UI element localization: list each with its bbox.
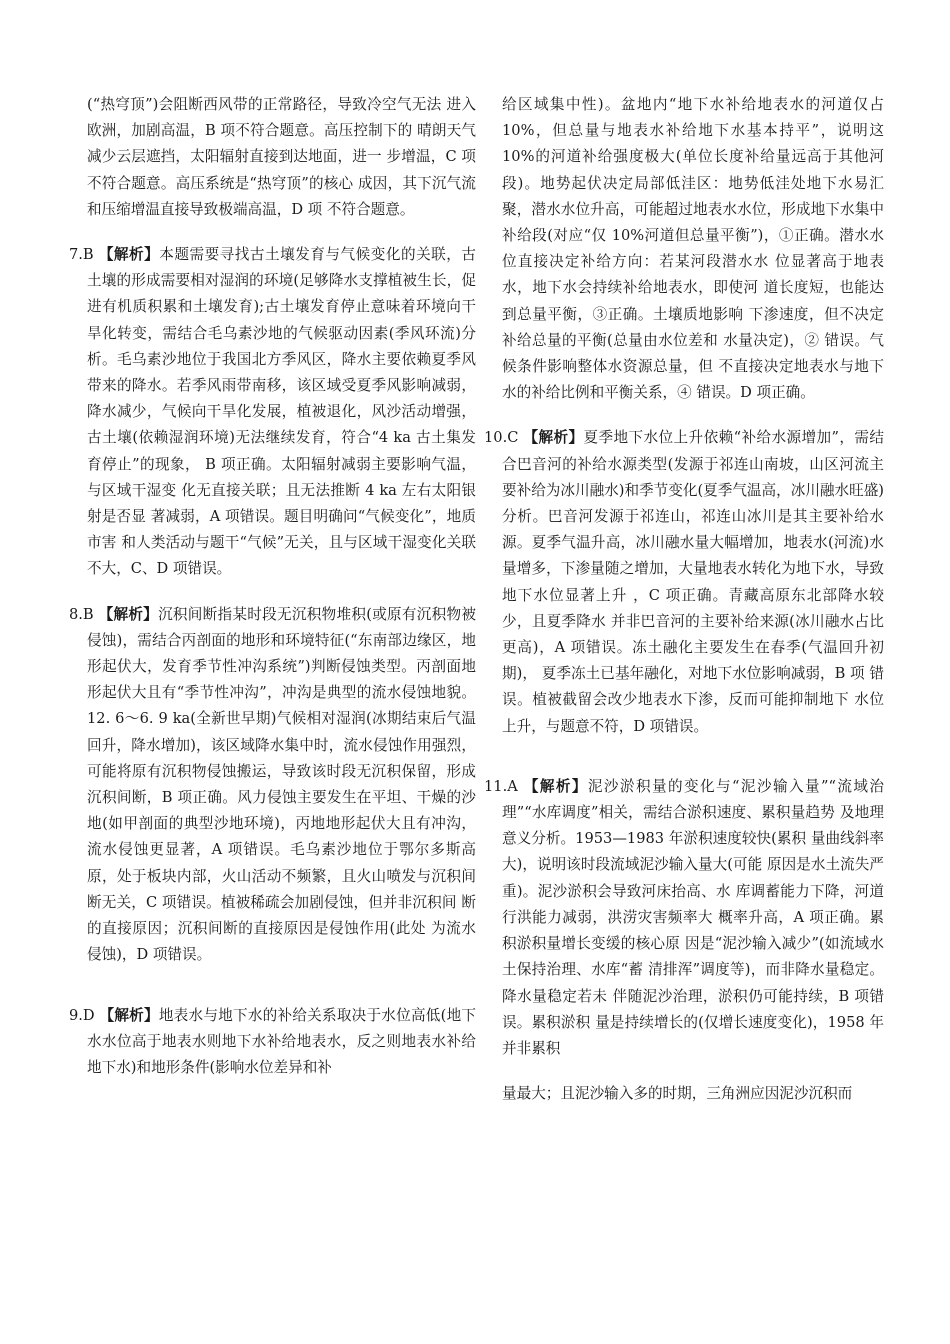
analysis-tag: 【解析】 bbox=[98, 246, 160, 264]
right-tail-paragraph: 量最大；且泥沙输入多的时期，三角洲应因泥沙沉积而 bbox=[502, 1085, 853, 1103]
answer-text: 地表水与地下水的补给关系取决于水位高低(地下水水位高于地表水则地下水补给地表水，反之则地表水补给地下水)和地形条件(影响水位差异和补 bbox=[87, 1006, 476, 1076]
right-column bbox=[484, 92, 884, 1126]
right-continuation-paragraph: 给区域集中性)。盆地内“地下水补给地表水的河道仅占 10%，但总量与地表水补给地下水基本持平”，说明这 10%的河道补给强度极大(单位长度补给量远高于其他河段)。地势起伏决定局部低洼区：地势低洼处地下水易汇聚，潜水水位升高，可能超过地表水水位，形成地下水集中补给段(对应“仅 10%河道但总量平衡”)，①正确。潜水水位直接决定补给方向：若某河段潜水水 位显著高于地表水，地下水会持续补给地表水，即使河 道长度短，也能达到总量平衡，③正确。土壤质地影响 下渗速度，但不决定补给总量的平衡(总量由水位差和 水量决定)，② 错误。气候条件影响整体水资源总量，但 不直接决定地表水与地下水的补给比例和平衡关系，④ 错误。D 项正确。 bbox=[502, 96, 884, 402]
answer-text: 沉积间断指某时段无沉积物堆积(或原有沉积物被侵蚀)，需结合丙剖面的地形和环境特征(“东南部边缘区，地形起伏大，发育季节性冲沟系统”)判断侵蚀类型。丙剖面地形起伏大且有“季节性冲沟”，冲沟是典型的流水侵蚀地貌。12. 6～6. 9 ka(全新世早期)气候相对湿润(冰期结束后气温回升，降水增加)，该区域降水集中时，流水侵蚀作用强烈，可能将原有沉积物侵蚀搬运，导致该时段无沉积保留，形成沉积间断，B 项正确。风力侵蚀主要发生在平坦、干燥的沙地(如甲剖面的典型沙地环境)，丙地地形起伏大且有冲沟，流水侵蚀更显著，A 项错误。毛乌素沙地位于鄂尔多斯高原，处于板块内部，火山活动不频繁，且火山喷发与沉积间断无关，C 项错误。植被稀疏会加剧侵蚀，但并非沉积间 断的直接原因；沉积间断的直接原因是侵蚀作用(此处 为流水侵蚀)，D 项错误。 bbox=[87, 605, 476, 964]
answer-number: 11.A bbox=[484, 777, 518, 795]
answer-text: 本题需要寻找古土壤发育与气候变化的关联，古土壤的形成需要相对湿润的环境(足够降水支撑植被生长，促进有机质积累和土壤发育);古土壤发育停止意味着环境向干旱化转变，需结合毛乌素沙地的气候驱动因素(季风环流)分析。毛乌素沙地位于我国北方季风区，降水主要依赖夏季风带来的降水。若季风雨带南移，该区域受夏季风影响减弱，降水减少，气候向干旱化发展，植被退化，风沙活动增强，古土壤(依赖湿润环境)无法继续发育，符合“4 ka 古土集发育停止”的现象， B 项正确。太阳辐射减弱主要影响气温，与区域干湿变 化无直接关联；且无法推断 4 ka 左右太阳银射是否显 著减弱，A 项错误。题目明确问“气候变化”，地质市害 和人类活动与题干“气候”无关，且与区域干湿变化关联 不大，C、D 项错误。 bbox=[87, 246, 476, 578]
answer-number: 9.D bbox=[69, 1006, 95, 1024]
answer-number: 8.B bbox=[69, 605, 94, 623]
answer-text: 夏季地下水位上升依赖“补给水源增加”，需结合巴音河的补给水源类型(发源于祁连山南坡，山区河流主要补给为冰川融水)和季节变化(夏季气温高，冰川融水旺盛)分析。巴音河发源于祁连山，祁连山冰川是其主要补给水源。夏季气温升高，冰川融水量大幅增加，地表水(河流)水量增多，下渗量随之增加，大量地表水转化为地下水，导致地下水位显著上升 ，C 项正确。青藏高原东北部降水较少，且夏季降水 并非巴音河的主要补给来源(冰川融水占比更高)，A 项错误。冻土融化主要发生在春季(气温回升初期)， 夏季冻土已基年融化，对地下水位影响减弱，B 项 错 误。植被截留会改少地表水下渗，反而可能抑制地下 水位上升，与题意不符，D 项错误。 bbox=[502, 429, 884, 735]
left-column bbox=[69, 92, 476, 1100]
answer-number: 10.C bbox=[484, 429, 519, 447]
answer-item-8 bbox=[69, 602, 476, 969]
answer-item-9 bbox=[69, 1003, 476, 1082]
answer-number: 7.B bbox=[69, 246, 94, 264]
answer-item-11 bbox=[484, 774, 884, 1062]
left-continuation-paragraph: (“热穹顶”)会阻断西风带的正常路径，导致冷空气无法 进入欧洲，加剧高温，B 项不符合题意。高压控制下的 晴朗天气减少云层遮挡，太阳辐射直接到达地面，进一 步增温，C 项不符合题意。高压系统是“热穹顶”的核心 成因，其下沉气流和压缩增温直接导致极端高温，D 项 不符合题意。 bbox=[87, 96, 476, 218]
answer-item-10 bbox=[484, 425, 884, 739]
analysis-tag: 【解析】 bbox=[98, 605, 159, 623]
answer-item-7 bbox=[69, 242, 476, 583]
analysis-tag: 【解析】 bbox=[523, 777, 588, 795]
analysis-tag: 【解析】 bbox=[523, 429, 584, 447]
analysis-tag: 【解析】 bbox=[99, 1006, 159, 1024]
answer-text: 泥沙淤积量的变化与“泥沙输入量”“流域治理”“水库调度”相关，需结合淤积速度、累积量趋势 及地理意义分析。1953—1983 年淤积速度较快(累积 量曲线斜率大)，说明该时段流域泥沙输入量大(可能 原因是水土流失严重)。泥沙淤积会导致河床抬高、水 库调蓄能力下降，河道行洪能力减弱，洪涝灾害频率大 概率升高，A 项正确。累积淤积量增长变缓的核心原 因是“泥沙输入减少”(如流域水土保持治理、水库“蓄 清排浑”调度等)，而非降水量稳定。降水量稳定若未 伴随泥沙治理，淤积仍可能持续，B 项错误。累积淤积 量是持续增长的(仅增长速度变化)，1958 年并非累积 bbox=[502, 777, 884, 1057]
